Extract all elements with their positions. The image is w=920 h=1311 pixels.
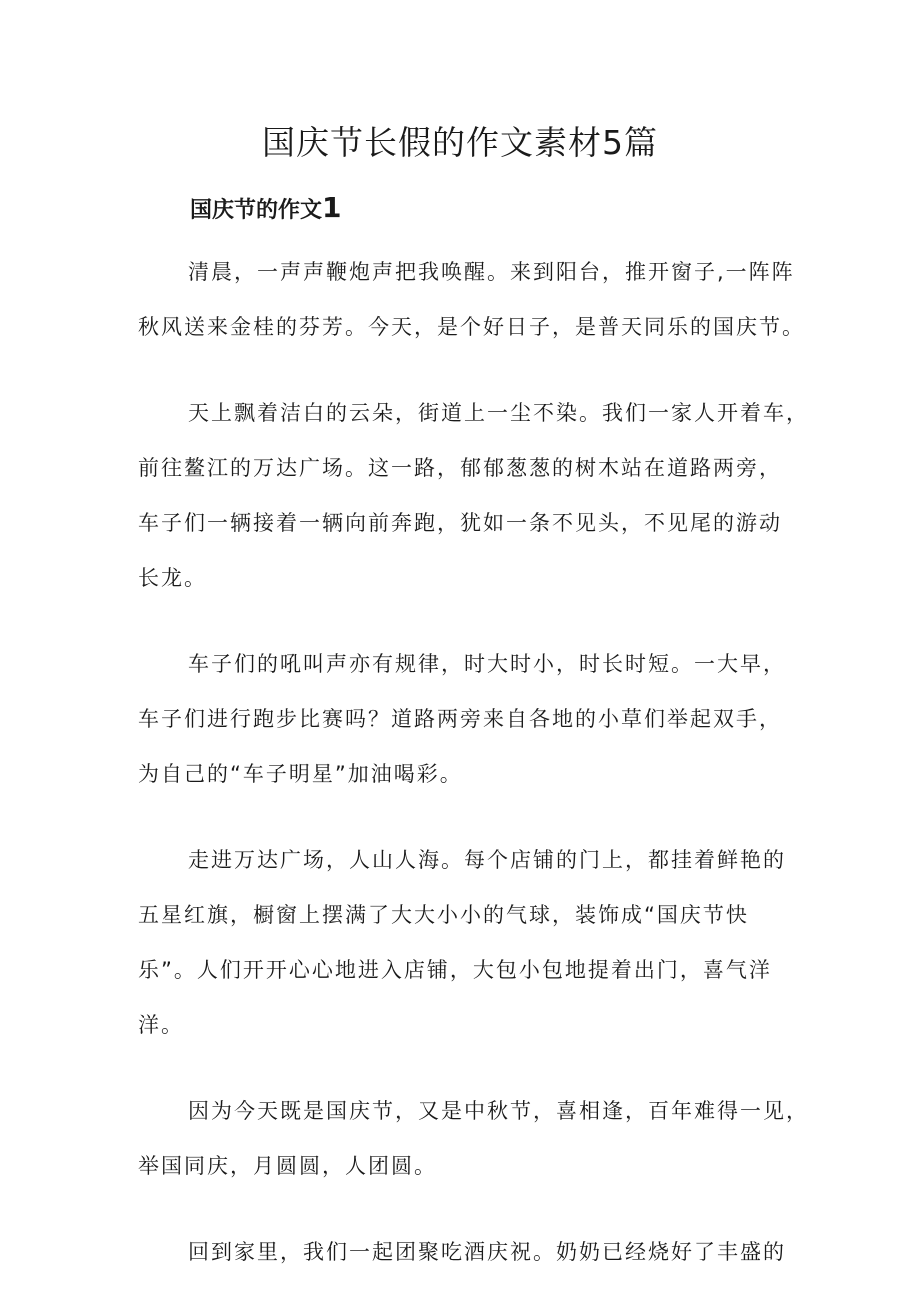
- paragraph-line: 洋。: [138, 1013, 184, 1037]
- section-heading-number: 1: [322, 191, 342, 224]
- paragraph-line: 车子们进行跑步比赛吗？道路两旁来自各地的小草们举起双手，: [138, 707, 782, 731]
- paragraph-6: [138, 1225, 803, 1280]
- section-heading: [190, 190, 342, 229]
- paragraph-line: 举国同庆，月圆圆，人团圆。: [138, 1154, 437, 1178]
- paragraph-line: 走进万达广场，人山人海。每个店铺的门上，都挂着鲜艳的: [188, 848, 786, 872]
- paragraph-4: [138, 833, 803, 1053]
- paragraph-5: [138, 1084, 809, 1194]
- section-heading-text: 国庆节的作文: [190, 198, 323, 223]
- paragraph-line: 回到家里，我们一起团聚吃酒庆祝。奶奶已经烧好了丰盛的: [188, 1240, 786, 1264]
- paragraph-line: 天上飘着洁白的云朵，街道上一尘不染。我们一家人开着车，: [188, 401, 809, 425]
- paragraph-line: 车子们的吼叫声亦有规律，时大时小，时长时短。一大早，: [188, 652, 786, 676]
- paragraph-line: 清晨，一声声鞭炮声把我唤醒。来到阳台，推开窗子,一阵阵: [188, 260, 795, 284]
- paragraph-1: [138, 245, 803, 355]
- paragraph-line: 长龙。: [138, 566, 207, 590]
- paragraph-line: 秋风送来金桂的芬芳。今天，是个好日子，是普天同乐的国庆节。: [138, 315, 805, 339]
- paragraph-line: 车子们一辆接着一辆向前奔跑，犹如一条不见头，不见尾的游动: [138, 511, 782, 535]
- document-title: 国庆节长假的作文素材5篇: [262, 123, 658, 162]
- paragraph-3: [138, 637, 803, 802]
- paragraph-line: 乐”。人们开开心心地进入店铺，大包小包地提着出门，喜气洋: [138, 958, 772, 982]
- paragraph-line: 五星红旗，橱窗上摆满了大大小小的气球，装饰成“国庆节快: [138, 903, 749, 927]
- paragraph-line: 前往鳌江的万达广场。这一路，郁郁葱葱的树木站在道路两旁，: [138, 456, 782, 480]
- paragraph-line: 为自己的“车子明星”加油喝彩。: [138, 762, 463, 786]
- paragraph-line: 因为今天既是国庆节，又是中秋节，喜相逢，百年难得一见，: [188, 1099, 809, 1123]
- essay-body: [138, 245, 809, 1311]
- paragraph-2: [138, 386, 809, 606]
